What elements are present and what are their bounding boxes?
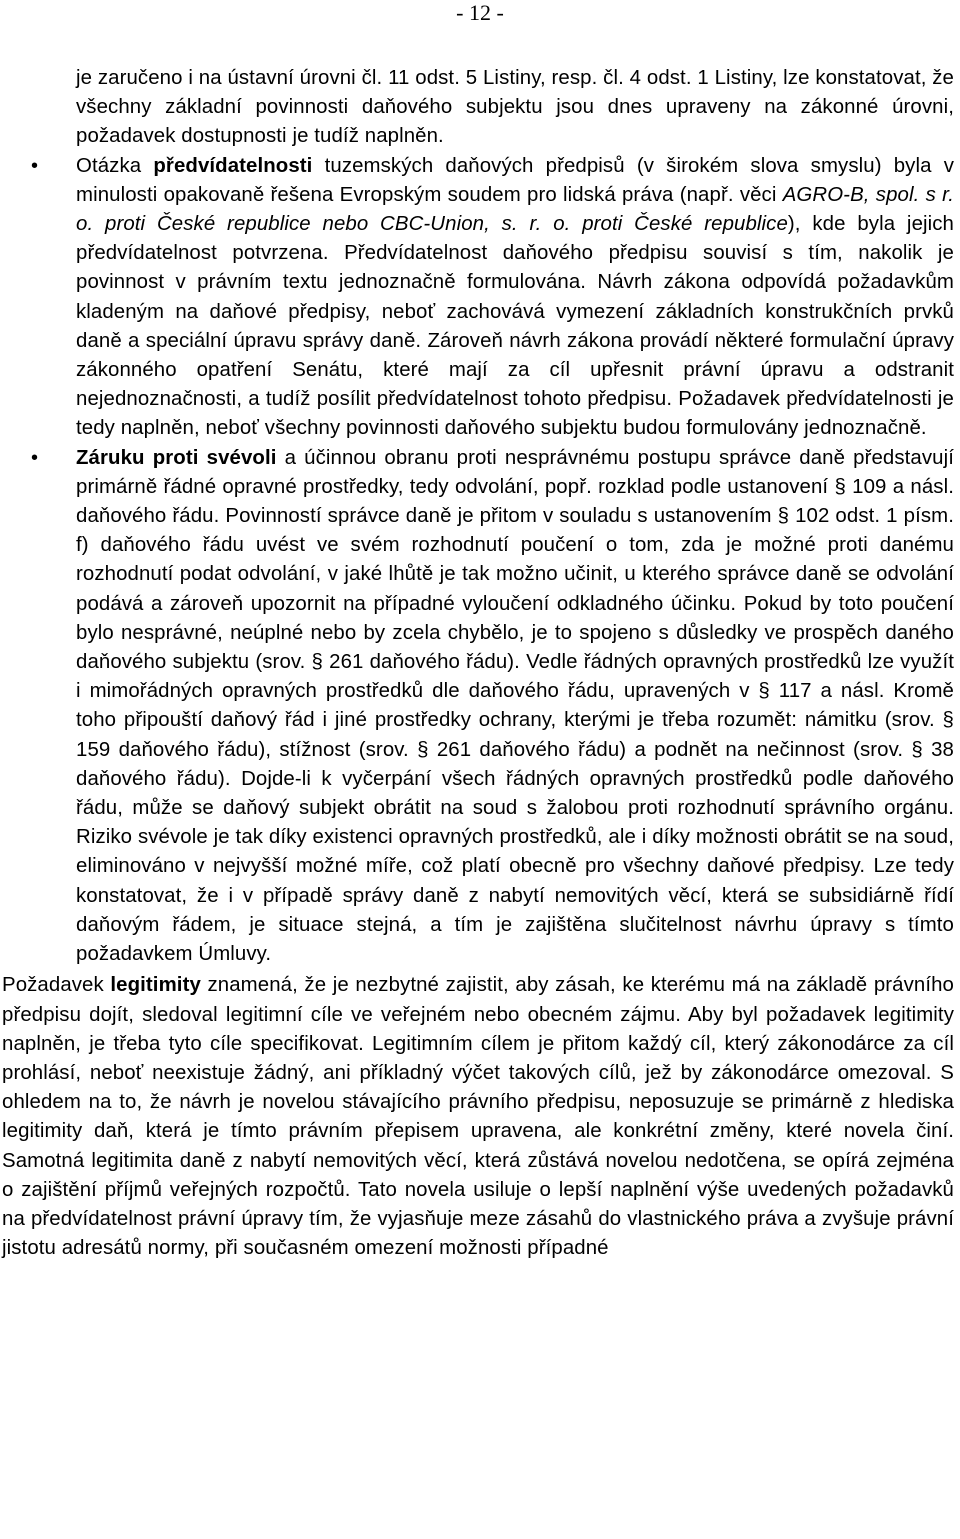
bullet1-lead: Otázka: [76, 154, 154, 177]
continued-paragraph: je zaručeno i na ústavní úrovni čl. 11 odst. 5 Listiny, resp. čl. 4 odst. 1 Listiny, lze konstatovat, že všechny základní povinnosti daňového subjektu jsou dnes upraveny na zákonné úrovni, požadavek dostupnosti je tudíž naplněn.: [76, 67, 954, 148]
legitimacy-lead: Požadavek: [2, 974, 111, 997]
document-body: [0, 64, 960, 1263]
page-number: - 12 -: [456, 0, 504, 25]
bullet1-text-b: ), kde byla jejich předvídatelnost potvrzena. Předvídatelnost daňového předpisu souvisí s tím, nakolik je povinnost v právním textu jednoznačně formulována. Návrh zákona odpovídá požadavkům kladeným na daňové předpisy, neboť zachovává vymezení základních konstrukčních prvků daně a speciální úpravu správy daně. Zároveň návrh zákona provádí některé formulační úpravy zákonného opatření Senátu, které mají za cíl upřesnit právní úpravu a odstranit nejednoznačnosti, a tudíž posílit předvídatelnost tohoto předpisu. Požadavek předvídatelnosti je tedy naplněn, neboť všechny povinnosti daňového subjektu budou formulovány jednoznačně.: [76, 213, 954, 440]
bullet-marker: •: [31, 154, 39, 177]
legitimacy-text: znamená, že je nezbytné zajistit, aby zásah, ke kterému má na základě právního předpisu dojít, sledoval legitimní cíle ve veřejném nebo obecném zájmu. Aby byl požadavek legitimity naplněn, je třeba tyto cíle specifikovat. Legitimním cílem je přitom každý cíl, který zákonodárce za cíl prohlásí, neboť neexistuje žádný, ani příkladný výčet takových cílů, jež by zákonodárce omezoval. S ohledem na to, že návrh je novelou stávajícího právního předpisu, neposuzuje se primárně z hlediska legitimity daň, která je tímto právním přepisem upravena, ale konkrétní změny, které novela činí. Samotná legitimita daně z nabytí nemovitých věcí, která zůstává novelou nedotčena, se opírá zejména o zajištění příjmů veřejných rozpočtů. Tato novela usiluje o lepší naplnění výše uvedených požadavků na předvídatelnost právní úpravy tím, že vyjasňuje meze zásahů do vlastnického práva a zvyšuje právní jistotu adresátů normy, při současném omezení možnosti případné: [2, 974, 954, 1260]
bullet1-case-names: AGRO-B, spol. s r. o. proti České republice nebo CBC-Union, s. r. o. proti České republice: [76, 183, 954, 236]
bullet-marker: •: [31, 446, 39, 469]
legitimacy-paragraph: [2, 971, 954, 1263]
bullet-item-predictability: [31, 152, 954, 444]
bullet-item-arbitrariness: [31, 444, 955, 970]
bullet1-text-a: tuzemských daňových předpisů (v širokém slova smyslu) byla v minulosti opakovaně řešena Evropským soudem pro lidská práva (např. věci: [76, 154, 954, 206]
bullet2-keyword: Záruku proti svévoli: [76, 446, 277, 469]
legitimacy-keyword: legitimity: [110, 974, 201, 997]
bullet1-keyword: předvídatelnosti: [153, 154, 313, 177]
bullet2-text: a účinnou obranu proti nesprávnému postupu správce daně představují primárně řádné opravné prostředky, tedy odvolání, popř. rozklad podle ustanovení § 109 a násl. daňového řádu. Povinností správce daně je přitom v souladu s ustanovením § 102 odst. 1 písm. f) daňového řádu uvést ve svém rozhodnutí poučení o tom, zda je možné proti danému rozhodnutí podat odvolání, v jaké lhůtě je tak možno učinit, u kterého správce daně se odvolání podává a zároveň upozornit na případné vyloučení odkladného účinku. Pokud by toto poučení bylo nesprávné, neúplné nebo by zcela chybělo, je to spojeno s důsledky ve prospěch daného daňového subjektu (srov. § 261 daňového řádu). Vedle řádných opravných prostředků lze využít i mimořádných opravných prostředků dle daňového řádu, upravených v § 117 a násl. Kromě toho připouští daňový řád i jiné prostředky ochrany, kterými je třeba rozumět: námitku (srov. § 159 daňového řádu), stížnost (srov. § 261 daňového řádu) a podnět na nečinnost (srov. § 38 daňového řádu). Dojde-li k vyčerpání všech řádných opravných prostředků podle daňového řádu, může se daňový subjekt obrátit na soud s žalobou proti rozhodnutí správního orgánu. Riziko svévole je tak díky existenci opravných prostředků, ale i díky možnosti obrátit se na soud, eliminováno v nejvyšší možné míře, což platí obecně pro všechny daňové předpisy. Lze tedy konstatovat, že i v případě správy daně z nabytí nemovitých věcí, která se subsidiárně řídí daňovým řádem, je situace stejná, a tím je zajištěna slučitelnost návrhu úpravy s tímto požadavkem Úmluvy.: [76, 446, 955, 966]
